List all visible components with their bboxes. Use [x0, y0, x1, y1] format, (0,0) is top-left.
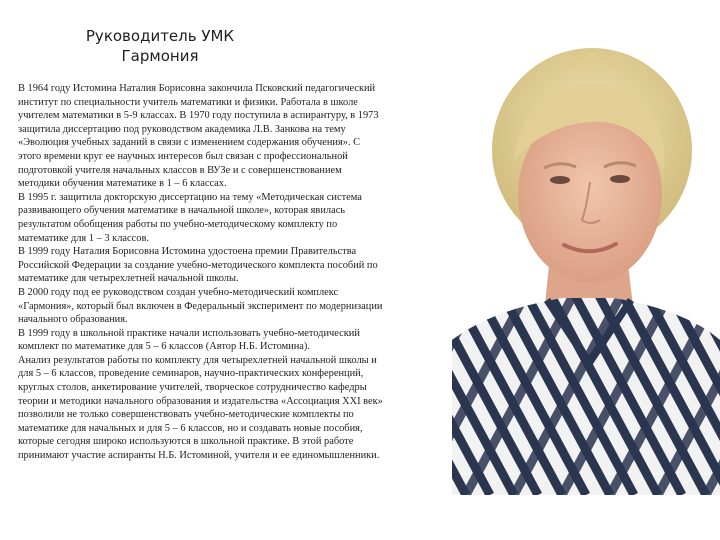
biography-line: В 1999 году Наталия Борисовна Истомина удостоена премии Правительства [18, 246, 357, 258]
biography-line: результатом обобщения работы по учебно-методическому комплекту по [18, 218, 338, 230]
biography-line: комплект по математике для 5 – 6 классов (Автор Н.Б. Истомина). [18, 341, 310, 353]
biography-line: В 1999 году в школьной практике начали использовать учебно-методический [18, 327, 360, 339]
biography-line: Анализ результатов работы по комплекту для четырехлетней начальной школы и [18, 354, 377, 366]
portrait-photo [452, 40, 720, 495]
biography-line: «Гармония», который был включен в Федеральный эксперимент по модернизации [18, 300, 383, 312]
striped-blouse [452, 290, 720, 495]
biography-line: В 1964 году Истомина Наталия Борисовна закончила Псковский педагогический [18, 83, 376, 94]
biography-text [18, 82, 448, 463]
biography-line: этого времени круг ее научных интересов был связан с профессиональной [18, 150, 348, 162]
biography-line: методики обучения математике в 1 – 6 классах. [18, 178, 227, 190]
slide-title [60, 26, 260, 66]
biography-line: В 2000 году под ее руководством создан учебно-методический комплекс [18, 286, 339, 298]
biography-line: «Эволюция учебных заданий в связи с изменением содержания обучения». С [18, 137, 361, 149]
biography-line: институт по специальности учитель математики и физики. Работала в школе [18, 96, 358, 108]
biography-line: подготовкой учителя начальных классов в ВУЗе и с совершенствованием [18, 164, 342, 176]
biography-line: для 5 – 6 классов, проведение семинаров, научно-практических конференций, [18, 368, 364, 380]
biography-line: круглых столов, анкетирование учителей, творческое сотрудничество кафедры [18, 382, 367, 394]
biography-line: развивающего обучения математике в начальной школе», которая явилась [18, 205, 346, 217]
biography-line: Российской Федерации за создание учебно-методического комплекта пособий по [18, 259, 378, 271]
biography-line: позволили не только совершенствовать учебно-методические комплекты по [18, 409, 354, 421]
biography-line: математике для 1 – 3 классов. [18, 232, 149, 244]
biography-line: математике для начальных и для 5 – 6 классов, но и создавать новые пособия, [18, 422, 363, 434]
biography-line: начального образования. [18, 314, 128, 326]
biography-line: принимают участие аспиранты Н.Б. Истоминой, учителя и ее единомышленники. [18, 450, 380, 462]
biography-line: В 1995 г. защитила докторскую диссертацию на тему «Методическая система [18, 191, 362, 203]
slide-title-line-2: Гармония [121, 47, 199, 65]
biography-line: которые сегодня широко используются в школьной практике. В этой работе [18, 436, 354, 448]
biography-line: учителем математики в 5-9 классах. В 1970 году поступила в аспирантуру, в 1973 [18, 110, 379, 122]
biography-line: математике для четырехлетней начальной школы. [18, 273, 239, 285]
slide-title-line-1: Руководитель УМК [85, 27, 235, 45]
biography-line: защитила диссертацию под руководством академика Л.В. Занкова на тему [18, 123, 346, 135]
portrait-illustration [452, 40, 720, 495]
biography-line: теории и методики начального образования и издательства «Ассоциация XXI век» [18, 395, 383, 407]
